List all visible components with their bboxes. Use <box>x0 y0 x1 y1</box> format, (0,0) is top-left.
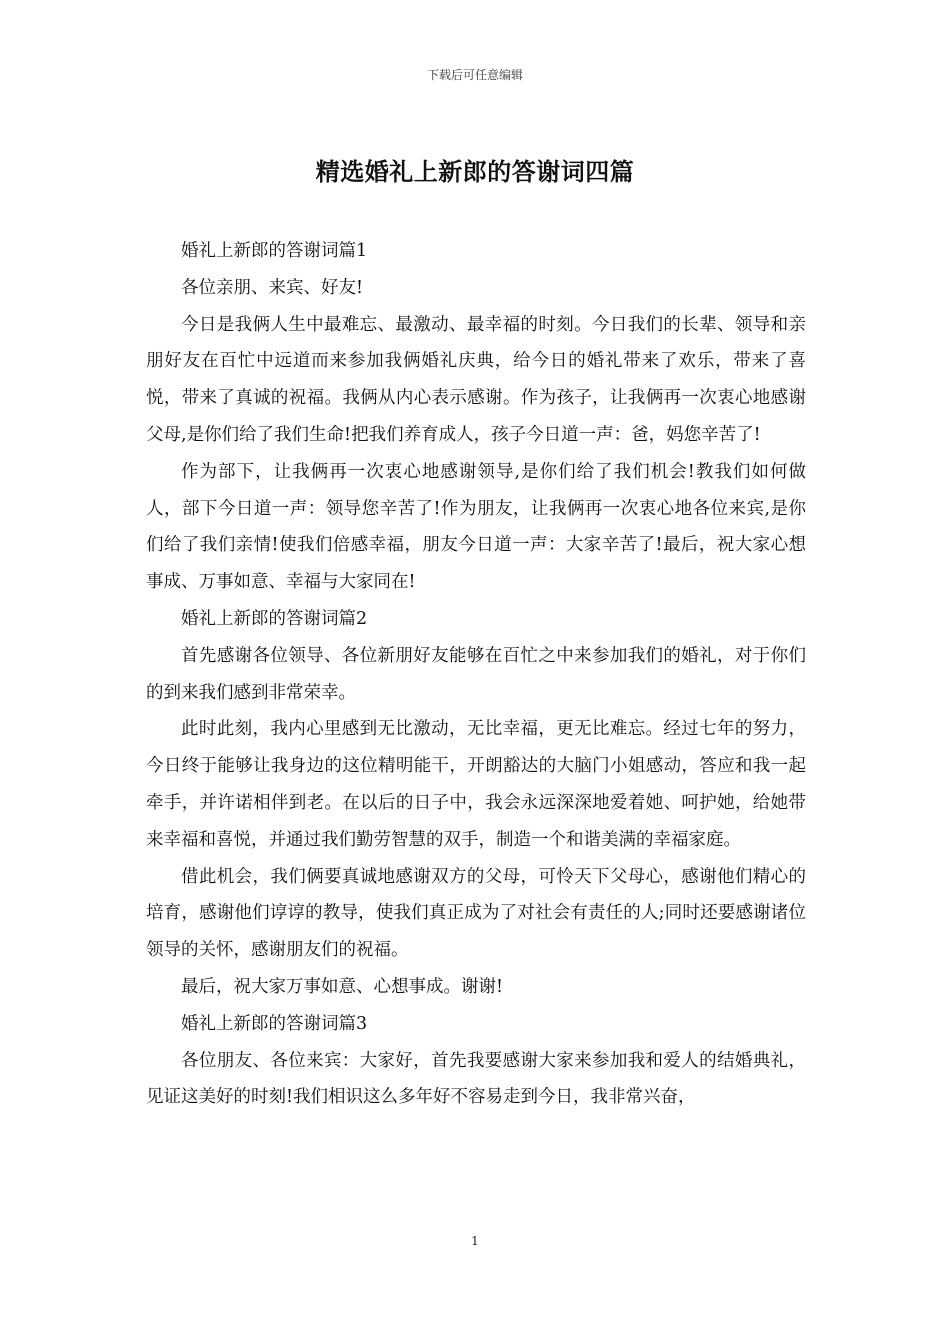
section-heading: 婚礼上新郎的答谢词篇2 <box>181 608 368 629</box>
document-title: 精选婚礼上新郎的答谢词四篇 <box>315 157 635 186</box>
header-note: 下载后可任意编辑 <box>426 68 523 82</box>
paragraph: 首先感谢各位领导、各位新朋好友能够在百忙之中来参加我们的婚礼，对于你们的到来我们感到非常荣幸。 <box>146 645 806 703</box>
section-heading: 婚礼上新郎的答谢词篇3 <box>181 1013 368 1034</box>
section-heading: 婚礼上新郎的答谢词篇1 <box>181 241 368 261</box>
paragraph: 各位朋友、各位来宾：大家好，首先我要感谢大家来参加我和爱人的结婚典礼，见证这美好的时刻!我们相识这么多年好不容易走到今日，我非常兴奋， <box>146 1050 806 1108</box>
paragraph: 各位亲朋、来宾、好友! <box>181 277 364 298</box>
document-body <box>146 233 806 1116</box>
paragraph: 最后，祝大家万事如意、心想事成。谢谢! <box>181 976 504 997</box>
page-number: 1 <box>471 1234 479 1248</box>
paragraph: 作为部下，让我俩再一次衷心地感谢领导,是你们给了我们机会!教我们如何做人，部下今日道一声：领导您辛苦了!作为朋友，让我俩再一次衷心地各位来宾,是你们给了我们亲情!使我们倍感幸福，朋友今日道一声：大家辛苦了!最后，祝大家心想事成、万事如意、幸福与大家同在! <box>146 461 806 593</box>
paragraph: 此时此刻，我内心里感到无比激动，无比幸福，更无比难忘。经过七年的努力，今日终于能够让我身边的这位精明能干，开朗豁达的大脑门小姐感动，答应和我一起牵手，并许诺相伴到老。在以后的日子中，我会永远深深地爱着她、呵护她，给她带来幸福和喜悦，并通过我们勤劳智慧的双手，制造一个和谐美满的幸福家庭。 <box>146 719 806 850</box>
paragraph: 借此机会，我们俩要真诚地感谢双方的父母，可怜天下父母心，感谢他们精心的培育，感谢他们谆谆的教导，使我们真正成为了对社会有责任的人;同时还要感谢诸位领导的关怀，感谢朋友们的祝福。 <box>146 866 806 961</box>
paragraph: 今日是我俩人生中最难忘、最激动、最幸福的时刻。今日我们的长辈、领导和亲朋好友在百忙中远道而来参加我俩婚礼庆典，给今日的婚礼带来了欢乐，带来了喜悦，带来了真诚的祝福。我俩从内心表示感谢。作为孩子，让我俩再一次衷心地感谢父母,是你们给了我们生命!把我们养育成人，孩子今日道一声：爸，妈您辛苦了! <box>146 314 806 445</box>
